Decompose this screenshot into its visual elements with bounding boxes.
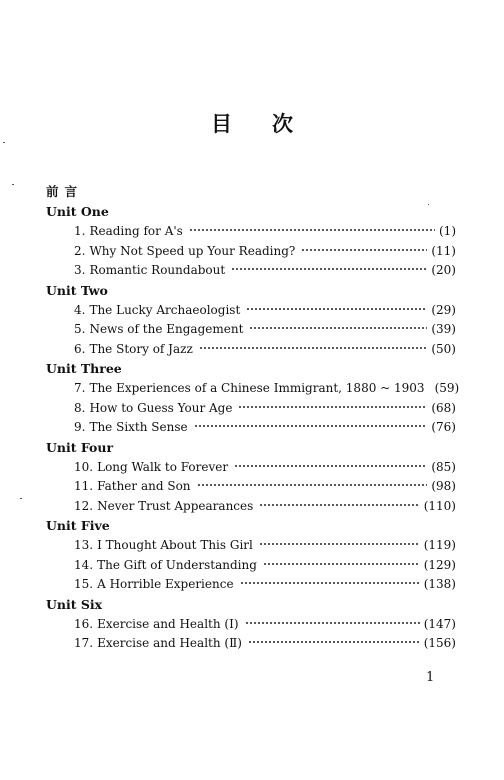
entry-number: 7. <box>74 381 86 395</box>
dot-leader <box>259 542 420 546</box>
toc-entry[interactable] <box>46 536 456 556</box>
unit-heading: Unit Four <box>46 439 114 455</box>
entry-page-number: (11) <box>431 243 456 258</box>
entry-page-number: (110) <box>423 498 456 513</box>
toc-entry[interactable] <box>46 399 456 419</box>
scan-speck <box>12 184 14 185</box>
toc-entry[interactable] <box>46 242 456 262</box>
title-char-2: 次 <box>272 111 293 136</box>
entry-title: A Horrible Experience <box>97 577 234 591</box>
unit-heading: Unit Three <box>46 361 122 376</box>
entry-number: 6. <box>74 341 86 356</box>
dot-leader <box>197 483 428 487</box>
entry-title: Long Walk to Forever <box>97 459 229 474</box>
unit-heading: Unit Six <box>46 596 103 612</box>
scan-speck <box>428 204 429 205</box>
toc-entry[interactable] <box>46 320 456 340</box>
toc-entry[interactable] <box>46 477 456 497</box>
entry-page-number: (20) <box>431 263 456 277</box>
entry-number: 13. <box>74 538 94 552</box>
entry-title: Father and Son <box>97 479 191 493</box>
toc-entry[interactable] <box>46 222 456 242</box>
toc-entry[interactable] <box>46 301 456 321</box>
dot-leader <box>234 464 427 468</box>
units-list <box>46 202 460 654</box>
toc-entry[interactable] <box>46 634 456 654</box>
entry-number: 12. <box>74 498 94 513</box>
dot-leader <box>238 405 427 409</box>
toc-entry[interactable] <box>46 340 456 360</box>
entry-title: Why Not Speed up Your Reading? <box>89 243 296 258</box>
page-number: 1 <box>426 670 435 685</box>
entry-page-number: (68) <box>431 400 456 415</box>
entry-number: 1. <box>74 224 86 238</box>
dot-leader <box>231 267 427 271</box>
entry-number: 2. <box>74 243 86 258</box>
entry-title: Never Trust Appearances <box>97 498 254 513</box>
entry-page-number: (156) <box>423 636 456 650</box>
entry-page-number: (147) <box>423 616 456 631</box>
toc-entry[interactable] <box>46 556 456 576</box>
entry-title: Romantic Roundabout <box>89 263 226 277</box>
toc-entry[interactable] <box>46 575 456 595</box>
dot-leader <box>245 621 420 625</box>
entry-title: The Sixth Sense <box>89 420 188 434</box>
toc-entry[interactable] <box>46 379 460 399</box>
preface-heading[interactable]: 前言 <box>46 184 84 199</box>
entry-page-number: (39) <box>431 322 456 336</box>
entry-title: The Gift of Understanding <box>97 557 257 572</box>
dot-leader <box>189 228 435 232</box>
page-title <box>0 108 504 138</box>
entry-page-number: (85) <box>431 459 456 474</box>
unit-heading: Unit Five <box>46 518 110 533</box>
dot-leader <box>259 503 419 507</box>
entry-title: I Thought About This Girl <box>97 538 253 552</box>
dot-leader <box>246 307 427 311</box>
entry-page-number: (98) <box>431 479 456 493</box>
entry-title: The Lucky Archaeologist <box>89 302 241 317</box>
dot-leader <box>249 326 427 330</box>
entry-page-number: (138) <box>423 577 456 591</box>
toc-entry[interactable] <box>46 261 456 281</box>
scan-speck <box>3 142 5 143</box>
toc-entry[interactable] <box>46 458 456 478</box>
title-char-1: 目 <box>211 111 232 136</box>
entry-number: 10. <box>74 459 94 474</box>
entry-page-number: (76) <box>431 420 456 434</box>
entry-number: 17. <box>74 636 94 650</box>
entry-number: 8. <box>74 400 86 415</box>
table-of-contents <box>46 182 460 654</box>
entry-number: 16. <box>74 616 94 631</box>
entry-title: Reading for A's <box>89 224 183 238</box>
entry-number: 3. <box>74 263 86 277</box>
entry-title: The Experiences of a Chinese Immigrant, 1880 ~ 1903 <box>89 381 425 395</box>
entry-title: How to Guess Your Age <box>89 400 233 415</box>
dot-leader <box>240 581 420 585</box>
dot-leader <box>194 424 428 428</box>
dot-leader <box>248 640 420 644</box>
entry-page-number: (119) <box>423 538 456 552</box>
dot-leader <box>199 346 428 350</box>
entry-title: Exercise and Health (Ⅰ) <box>97 616 239 631</box>
dot-leader <box>263 562 420 566</box>
entry-title: Exercise and Health (Ⅱ) <box>97 636 242 650</box>
entry-number: 14. <box>74 557 94 572</box>
unit-heading: Unit One <box>46 204 109 219</box>
toc-entry[interactable] <box>46 497 456 517</box>
toc-entry[interactable] <box>46 418 456 438</box>
toc-entry[interactable] <box>46 615 456 635</box>
entry-title: The Story of Jazz <box>89 341 193 356</box>
entry-page-number: (1) <box>439 224 456 238</box>
entry-number: 15. <box>74 577 94 591</box>
entry-page-number: (59) <box>434 381 460 395</box>
dot-leader <box>301 248 427 252</box>
entry-page-number: (29) <box>431 302 456 317</box>
entry-number: 5. <box>74 322 86 336</box>
entry-page-number: (50) <box>431 341 456 356</box>
entry-page-number: (129) <box>423 557 456 572</box>
entry-number: 11. <box>74 479 94 493</box>
entry-title: News of the Engagement <box>89 322 244 336</box>
scan-speck <box>20 498 22 499</box>
unit-heading: Unit Two <box>46 282 108 298</box>
entry-number: 4. <box>74 302 86 317</box>
entry-number: 9. <box>74 420 86 434</box>
